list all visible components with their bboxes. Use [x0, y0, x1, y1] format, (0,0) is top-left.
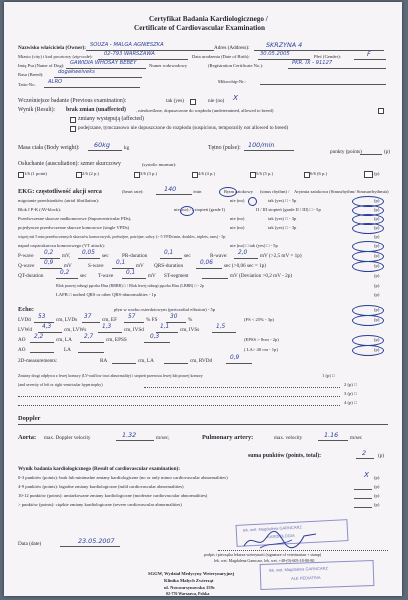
prev-exam-label: Wcześniejsze badanie (Previous examination):	[18, 98, 127, 104]
p-wave-label: P-wave	[18, 253, 34, 259]
sex-label: Płeć (Gender):	[314, 54, 341, 59]
ekg-arrhythmia: Arytmia zatokowa (Sinusrhythm/ Sinusarrhythmia)	[294, 189, 389, 194]
lvwd-value: 4,3	[42, 324, 52, 330]
rvdd-value: 0,9	[230, 355, 240, 361]
rv-p2: 2 (p) □	[344, 382, 357, 387]
pulm-vel-label: max. velocity	[274, 435, 303, 441]
title-en: Certificate of Cardiovascular Examination	[134, 24, 266, 32]
sex-value: F	[367, 50, 371, 58]
prev-no: nie (no)	[208, 98, 225, 104]
inst-line2: Klinika Małych Zwierząt	[164, 578, 214, 583]
echo-label: Echo:	[18, 306, 34, 313]
reg-label: Numer rodowodowy	[149, 63, 188, 68]
hr-label: Tętno (pulse):	[208, 145, 241, 151]
fs-unit: %	[188, 317, 193, 323]
dob-label: Data urodzenia (Date of Birth):	[192, 54, 250, 59]
points-label: punkty (points)	[330, 149, 362, 155]
la-label: cm, LA	[56, 337, 72, 343]
echo-peri: płyn w worku osierdziowym (pericardial effusion) - 5p	[114, 307, 216, 312]
city-label: Miasto (city) i kod pocztowy (zip-code):	[18, 54, 93, 59]
af-no-circle	[248, 197, 257, 206]
reg-value: PKR. IX - 91127	[292, 60, 333, 66]
la-value: 2,7	[84, 334, 94, 340]
pulm-vel-value: 1.16	[324, 431, 339, 439]
vt-label: napad częstoskurczu komorowego (VT attack):	[18, 243, 105, 248]
p-wave-unit: mV,	[62, 253, 71, 259]
grade-4-label: 4/6 (4 p.)	[198, 171, 215, 176]
lvdd-label: LVDd	[18, 317, 31, 323]
stamp-bottom-line1: lek. wet. Magdalena GARNCARZ	[268, 565, 328, 573]
lvwd-label: LVWd	[18, 327, 32, 333]
city-value: 02-793 WARSZAWA	[104, 51, 155, 57]
result-r1-p: (p)	[374, 475, 380, 480]
lvds-value: 37	[84, 314, 92, 320]
qrs-unit: sec (>0,06 sec = 1p)	[224, 263, 267, 269]
unaffected-checkbox[interactable]	[378, 108, 384, 114]
af-label: migotanie przedsionków (atrial fibrillation):	[18, 198, 100, 203]
r-wave-unit: mV (>2,5 mV = 1p)	[260, 253, 302, 259]
fs-range: (FS < 25% - 3p)	[244, 317, 274, 322]
auscultation-label-small: (systolic murmur):	[142, 162, 177, 167]
result-r3: 10-12 punktów (points): umiarkowane zmiany kardiologiczne (moderate cardiovascular abnormalities)	[18, 493, 208, 498]
auscultation-points-box[interactable]	[364, 171, 373, 178]
bundle-points-unit: (p)	[374, 283, 380, 288]
lafb-label: LAFB □ nothed QRS or other QRS-abnormalities - 1p	[56, 292, 157, 297]
svpd-label: Przedwczesne skurcze nadkomorowe (Supraventricular PDs),	[18, 216, 132, 221]
ekg-hr-small: (heart rate):	[122, 189, 144, 194]
address-value: SKRZYNA 4	[266, 41, 303, 49]
result-r2: 4-9 punktów (points): łagodne zmiany kardiologiczne (mild cardiovascular abnormalities)	[18, 484, 184, 489]
fs-points-unit: (p)	[374, 317, 380, 322]
sum-unit: (p)	[378, 453, 385, 459]
ao-label: AO	[18, 337, 26, 343]
rv-p4: 4 (p) □	[344, 400, 357, 405]
inst-line4: 02-776 Warszawa, Polska	[166, 591, 210, 596]
owner-value: SOUZA - MALGA AGNIESZKA	[90, 42, 164, 48]
aorta-unit: m/sec;	[156, 435, 170, 441]
result-r1: 0-3 punktów (points): brak lub minimalne zmiany kardiologiczne (no or only minor cardiovascular abnormalities)	[18, 475, 228, 480]
ef-label: cm, EF	[102, 317, 117, 323]
rv-text2: (and severity of left or right ventricular hypertrophy)	[18, 382, 103, 387]
breed-label: Rasa (Breed):	[18, 72, 44, 77]
prev-no-mark: X	[233, 93, 238, 102]
p-wave-duration: 0,05	[82, 250, 95, 256]
qt-sec: sec	[80, 273, 87, 279]
sum-value: 2	[362, 449, 367, 457]
p-wave-value: 0,2	[44, 250, 54, 256]
sign-name: lek. wet. Magdalena Garncarz, lek. wet. +48-(0)-605-18-80-80	[214, 558, 315, 563]
r-wave-value: 2,0	[238, 250, 248, 256]
pr-sec: sec	[184, 253, 191, 259]
ekg-rhythm: Rytm zatokowy	[224, 189, 254, 194]
peri-points-unit: (p)	[374, 307, 380, 312]
dob-value: 30.05.2005	[260, 51, 290, 57]
result-r4-p: (p)	[374, 502, 380, 507]
owner-label: Nazwisko właściciela (Owner):	[18, 45, 86, 51]
stamp-top-line1: lek. wet. Magdalena GARNCARZ	[242, 524, 302, 533]
aorta-vel-label: max. Doppler velocity	[44, 435, 91, 441]
lvws-label: cm, LVWs	[64, 327, 87, 333]
p-wave-sec: sec	[102, 253, 109, 259]
svpd-points-unit: (p)	[374, 216, 380, 221]
twod-label: 2D-measurements:	[18, 358, 58, 364]
doppler-label: Doppler	[18, 415, 41, 422]
fs-value: 30	[170, 314, 178, 320]
tattoo-label: Tatto-No.	[18, 82, 36, 87]
prev-yes-checkbox[interactable]	[190, 99, 196, 105]
ivss-value: 1,5	[216, 324, 226, 330]
ivsd-value: 1,1	[160, 324, 170, 330]
epss-label: cm, EPSS	[106, 337, 127, 343]
av-opts2: II / III stopień (grade II / III) □ - 5p	[256, 207, 321, 212]
result-of-exam-label: Wynik badania kardiologicznego (Result of cardiovascular examination):	[18, 466, 180, 472]
breed-value: dogakweiveks	[58, 69, 95, 75]
tattoo-value: ALRO	[48, 79, 63, 85]
svpd-yes: tak (yes) □ - 3p	[268, 216, 297, 221]
lvws-value: 1,3	[102, 324, 112, 330]
inst-line1: SGGW, Wydział Medycyny Weterynaryjnej	[148, 571, 235, 576]
la-range: ( LA> 40 cm - 1p)	[244, 347, 278, 352]
weight-label: Masa ciała (Body weight):	[18, 145, 80, 151]
av-opts: nie (no) / I stopień (grade I)	[174, 207, 226, 212]
t-wave-label: T-wave	[98, 273, 114, 279]
lvds-label: cm, LVDs	[56, 317, 78, 323]
chip-label: Mikrochip-Nr.:	[218, 79, 246, 84]
ef-value: 57	[128, 314, 136, 320]
qrs-label: QRS-duration	[154, 263, 184, 269]
result-r4: > punktów (points): ciężkie zmiany kardiologiczne (severe cardiovascular abnormalities)	[18, 502, 182, 507]
lvdd-value: 53	[38, 314, 46, 320]
epss-points-unit: (p)	[374, 337, 380, 342]
vpd2-label: więcej niż 5 min przedwczesnych skurczów komorowych, podwójne, potrójne, salwy (> 5 VPDs/min, doubles, triplets, runs) - 5p	[18, 234, 226, 239]
rv-p1: 1 (p) □	[322, 373, 335, 378]
ra-label: RA	[100, 358, 108, 364]
ekg-rhythm2: (sinus rhythm) /	[260, 189, 290, 194]
dog-name-value: GAWIDIA WHOSAY BEBEY	[70, 60, 137, 66]
ivsd-label: cm, IVSd	[124, 327, 144, 333]
ivss-label: cm, IVSs	[180, 327, 200, 333]
vpd-label: pojedyncze przedwczesne skurcze komorowe (single VPDs)	[18, 225, 130, 230]
la3-label: cm, LA	[138, 358, 154, 364]
s-wave-unit: mV	[136, 263, 144, 269]
st-unit: mV (Deviation >0,2 mV - 2p)	[230, 273, 293, 279]
ekg-hr-label: EKG: częstotliwość akcji serca	[18, 188, 102, 195]
st-points-unit: (p)	[374, 273, 380, 278]
s-wave-value: 0,1	[116, 260, 126, 266]
la2-label: LA	[64, 347, 71, 353]
suspect-checkbox[interactable]	[70, 126, 76, 132]
affected-label: zmiany występują (affected)	[78, 116, 144, 122]
title-pl: Certyfikat Badania Kardiologicznego /	[149, 15, 268, 23]
fs-label: % FS	[146, 317, 158, 323]
reg-label-en: (Registration Certificate No.):	[208, 63, 264, 68]
rvdd-label: cm, RVDd	[190, 358, 213, 364]
epss-range: (EPSS > 8cm - 2p)	[244, 337, 279, 342]
t-wave-value: 0,1	[126, 270, 136, 276]
pulm-label: Pulmonary artery:	[202, 434, 254, 441]
dog-name-label: Imię Psa (Name of Dog):	[18, 63, 65, 68]
la-points-unit: (p)	[374, 347, 380, 352]
qrs-points-unit: (p)	[374, 263, 380, 268]
aorta-label: Aorta:	[18, 434, 37, 441]
svpd-no: nie (no)	[230, 216, 245, 221]
qt-label: QT-duration	[18, 273, 44, 279]
rv-text: Zmiany drogi odpływu z lewej komory (LV-outflow tract abnormality) i stopień przerostu lewej lub prawej komory	[18, 373, 203, 378]
ao-value: 2,2	[34, 334, 44, 340]
af-yes: tak (yes) □ - 5p	[268, 198, 297, 203]
af-no: nie (no)	[230, 198, 245, 203]
vpd2-points-unit: (p)	[374, 234, 380, 239]
stamp-top-line2: KARDIOLOGIA	[267, 532, 295, 540]
af-points-unit: (p)	[374, 198, 380, 203]
vpd-points-unit: (p)	[374, 225, 380, 230]
qrs-value: 0,06	[200, 260, 213, 266]
vt-opts: nie (no) □ tak (yes) □ - 5p	[230, 243, 278, 248]
unaffected-tail: , nieokreślone, dopuszczone do rozpłodu (undetermined, allowed to breed)	[136, 108, 274, 113]
date-value: 23.05.2007	[78, 537, 115, 545]
pr-label: PR-duration	[122, 253, 148, 259]
vpd-yes: tak (yes) □ - 3p	[268, 225, 297, 230]
t-wave-unit: mV	[148, 273, 156, 279]
suspect-label: podejrzane, tymczasowo nie dopuszczone do rozpłodu (suspicious, temporarily not allowed to breed)	[78, 125, 289, 131]
grade-1-label: 1/6 (1 point)	[24, 171, 47, 176]
grade-5-label: 5/6 (5 p.)	[256, 171, 273, 176]
rv-p3: 3 (p) □	[344, 391, 357, 396]
q-wave-value: 0,9	[44, 260, 54, 266]
epss-value: 0,3	[150, 334, 160, 340]
av-no-circle	[180, 206, 194, 216]
inst-line3: ul. Nowoursynowska 159c	[164, 585, 215, 590]
weight-unit: kg	[124, 145, 130, 151]
qt-value: 0,2	[60, 270, 70, 276]
pr-value: 0,1	[164, 250, 174, 256]
ekg-hr-value: 140	[164, 185, 177, 193]
certificate-sheet	[4, 2, 402, 596]
q-wave-unit: mV	[64, 263, 72, 269]
weight-value: 60kg	[94, 141, 110, 149]
r-points-unit: (p)	[374, 253, 380, 258]
q-wave-label: Q-wave	[18, 263, 35, 269]
vet-stamp-bottom	[260, 560, 375, 590]
r-wave-label: R-wave:	[210, 253, 228, 259]
auscultation-label: Osłuchanie (auscultation): szmer skurczowy	[18, 161, 121, 167]
lafb-points-unit: (p)	[374, 292, 380, 297]
result-r3-p: (p)	[374, 493, 380, 498]
points-unit: (p)	[384, 149, 391, 155]
grade-3-label: 3/6 (3 p.)	[140, 171, 157, 176]
st-label: ST-segment	[164, 273, 189, 279]
pulm-unit: m/sec	[350, 435, 363, 441]
vpd-no: nie (no)	[230, 225, 245, 230]
ao2-label: AO	[18, 347, 26, 353]
grade-2-label: 2/6 (2 p.)	[82, 171, 99, 176]
sum-label: suma punktów (points, total):	[248, 453, 322, 459]
result-r1-mark: X	[364, 470, 369, 479]
unaffected-label: brak zmian (unaffected)	[66, 107, 126, 113]
ekg-hr-unit: /min	[193, 189, 202, 194]
stamp-bottom-line2: ALE PEDIATRIA	[291, 574, 321, 581]
result-label: Wynik (Result):	[18, 107, 56, 113]
prev-yes: tak (yes)	[166, 98, 185, 104]
signature	[240, 528, 320, 552]
affected-checkbox[interactable]	[70, 117, 76, 123]
av-points-unit: (p)	[374, 207, 380, 212]
aorta-vel-value: 1.32	[122, 431, 137, 439]
grade-6-label: 6/6 (6 p.)	[310, 171, 327, 176]
date-label: Data (date)	[18, 541, 42, 547]
address-label: Adres (Address):	[214, 45, 250, 51]
av-label: Blok I P-K (AV-block):	[18, 207, 62, 212]
s-wave-label: S-wave	[88, 263, 104, 269]
sign-label: podpis i pieczątka lekarza weterynarii (signature of veterinarian + stamp)	[204, 552, 322, 557]
auscultation-points-unit: (p)	[374, 171, 380, 176]
bundle-label: Blok prawej odnogi pęczka Hisa (RBBB) □ / Blok lewej odnogi pęczka Hisa (LBBB) □ - 2p	[56, 283, 204, 288]
result-r2-p: (p)	[374, 484, 380, 489]
hr-value: 100/min	[248, 141, 275, 149]
vt-points-unit: (p)	[374, 243, 380, 248]
